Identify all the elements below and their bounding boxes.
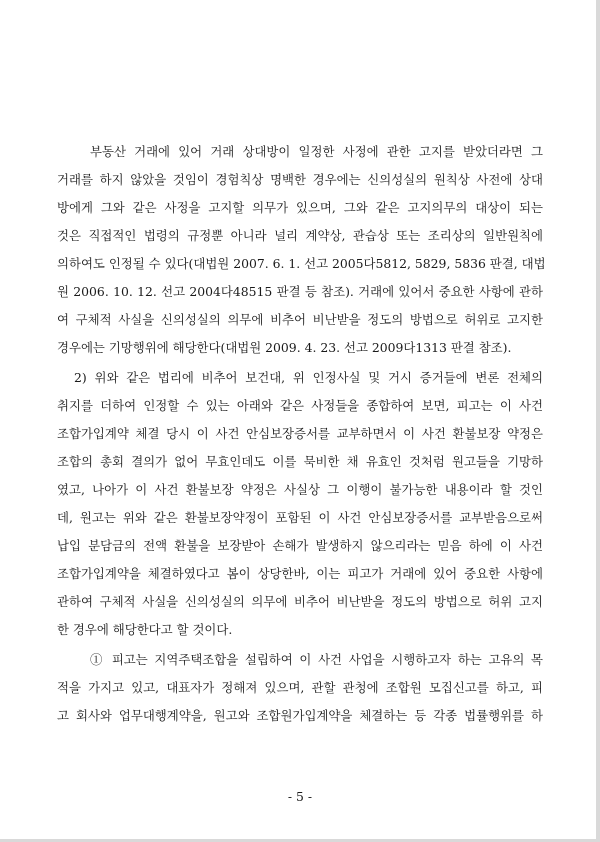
page-edge-right — [596, 0, 600, 842]
paragraph-1-line-4: 것은 직접적인 법령의 규정뿐 아니라 널리 계약상, 관습상 또는 조리상의 일반원칙에 — [57, 228, 543, 243]
paragraph-1-line-6: 원 2006. 10. 12. 선고 2004다48515 판결 등 참조). 거래에 있어서 중요한 사항에 관하 — [57, 284, 543, 299]
paragraph-2-line-3: 조합가입계약 체결 당시 이 사건 안심보장증서를 교부하면서 이 사건 환불보장 약정은 — [57, 426, 543, 441]
paragraph-1-line-7: 여 구체적 사실을 신의성실의 의무에 비추어 비난받을 정도의 방법으로 허위로 고지한 — [57, 312, 543, 327]
paragraph-3-line-1: ① 피고는 지역주택조합을 설립하여 이 사건 사업을 시행하고자 하는 고유의 목 — [90, 652, 543, 667]
paragraph-2-line-6: 데, 원고는 위와 같은 환불보장약정이 포함된 이 사건 안심보장증서를 교부받음으로써 — [57, 510, 543, 525]
paragraph-1-line-2: 거래를 하지 않았을 것임이 경험칙상 명백한 경우에는 신의성실의 원칙상 사전에 상대 — [57, 172, 543, 187]
paragraph-3-line-3: 고 회사와 업무대행계약을, 원고와 조합원가입계약을 체결하는 등 각종 법률행위를 하 — [57, 708, 543, 723]
paragraph-1-line-1: 부동산 거래에 있어 거래 상대방이 일정한 사정에 관한 고지를 받았더라면 그 — [90, 144, 543, 159]
paragraph-2-line-5: 였고, 나아가 이 사건 환불보장 약정은 사실상 그 이행이 불가능한 내용이라 할 것인 — [57, 482, 543, 497]
paragraph-2-line-1: 2) 위와 같은 법리에 비추어 보건대, 위 인정사실 및 거시 증거들에 변론 전체의 — [74, 370, 543, 385]
paragraph-2-line-7: 납입 분담금의 전액 환불을 보장받아 손해가 발생하지 않으리라는 믿음 하에 이 사건 — [57, 538, 543, 553]
page-number: - 5 - — [287, 789, 313, 804]
paragraph-3-line-2: 적을 가지고 있고, 대표자가 정해져 있으며, 관할 관청에 조합원 모집신고를 하고, 피 — [57, 680, 543, 695]
paragraph-2-line-9: 관하여 구체적 사실을 신의성실의 의무에 비추어 비난받을 정도의 방법으로 허위 고지 — [57, 594, 543, 609]
paragraph-2-line-8: 조합가입계약을 체결하였다고 봄이 상당한바, 이는 피고가 거래에 있어 중요한 사항에 — [57, 566, 543, 581]
paragraph-2-line-4: 조합의 총회 결의가 없어 무효인데도 이를 묵비한 채 유효인 것처럼 원고들을 기망하 — [57, 454, 543, 469]
paragraph-1-line-8: 경우에는 기망행위에 해당한다(대법원 2009. 4. 23. 선고 2009다1313 판결 참조). — [57, 340, 512, 355]
paragraph-2-line-2: 취지를 더하여 인정할 수 있는 아래와 같은 사정들을 종합하여 보면, 피고는 이 사건 — [57, 398, 543, 413]
paragraph-1-line-5: 의하여도 인정될 수 있다(대법원 2007. 6. 1. 선고 2005다5812, 5829, 5836 판결, 대법 — [57, 256, 546, 271]
paragraph-2-line-10: 한 경우에 해당한다고 할 것이다. — [57, 622, 233, 637]
paragraph-1-line-3: 방에게 그와 같은 사정을 고지할 의무가 있으며, 그와 같은 고지의무의 대상이 되는 — [57, 200, 543, 215]
